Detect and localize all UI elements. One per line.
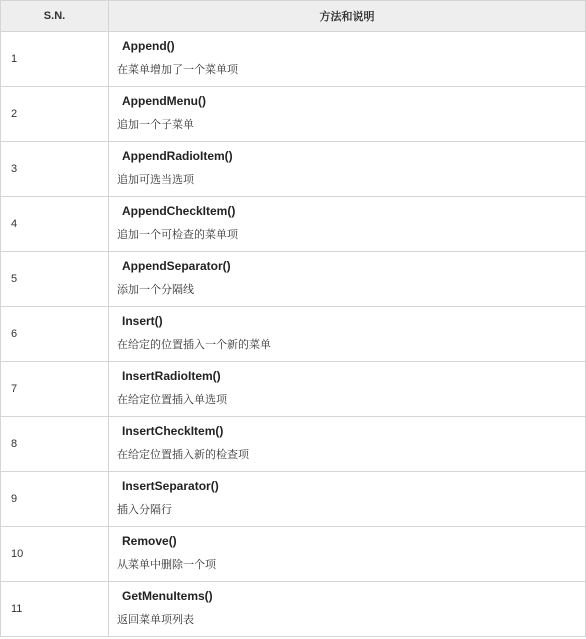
table-row: [1, 527, 586, 582]
row-number: 11: [1, 582, 109, 637]
table-row: [1, 417, 586, 472]
method-cell: [109, 252, 586, 307]
method-description: 在给定位置插入单选项: [117, 394, 227, 406]
row-number: 7: [1, 362, 109, 417]
row-number: 1: [1, 32, 109, 87]
table-row: [1, 197, 586, 252]
row-number: 9: [1, 472, 109, 527]
method-description: 追加可选当选项: [117, 174, 194, 186]
table-body: [1, 32, 586, 637]
method-description: 在菜单增加了一个菜单项: [117, 64, 238, 76]
row-number: 8: [1, 417, 109, 472]
method-description: 从菜单中删除一个项: [117, 559, 216, 571]
method-cell: [109, 307, 586, 362]
method-description: 返回菜单项列表: [117, 614, 194, 626]
table-row: [1, 32, 586, 87]
table-row: [1, 582, 586, 637]
method-name: InsertCheckItem(): [122, 424, 224, 438]
table-row: [1, 252, 586, 307]
method-name: GetMenuItems(): [122, 589, 213, 603]
method-name: AppendMenu(): [122, 94, 206, 108]
method-cell: [109, 527, 586, 582]
method-name: InsertSeparator(): [122, 479, 219, 493]
method-description: 追加一个可检查的菜单项: [117, 229, 238, 241]
row-number: 6: [1, 307, 109, 362]
row-number: 2: [1, 87, 109, 142]
method-cell: [109, 32, 586, 87]
method-name: Remove(): [122, 534, 177, 548]
method-name: InsertRadioItem(): [122, 369, 221, 383]
method-cell: [109, 197, 586, 252]
method-cell: [109, 417, 586, 472]
method-cell: [109, 582, 586, 637]
table-row: [1, 472, 586, 527]
method-description: 插入分隔行: [117, 504, 172, 516]
table-row: [1, 87, 586, 142]
row-number: 5: [1, 252, 109, 307]
header-sn: S.N.: [1, 1, 109, 32]
method-description: 在给定的位置插入一个新的菜单: [117, 339, 271, 351]
header-method-description: 方法和说明: [109, 1, 586, 32]
method-cell: [109, 87, 586, 142]
method-name: Append(): [122, 39, 175, 53]
table-row: [1, 307, 586, 362]
method-name: AppendSeparator(): [122, 259, 231, 273]
table-header: [1, 1, 586, 32]
method-description: 添加一个分隔线: [117, 284, 194, 296]
method-description: 在给定位置插入新的检查项: [117, 449, 249, 461]
table-row: [1, 362, 586, 417]
table-row: [1, 142, 586, 197]
method-cell: [109, 472, 586, 527]
row-number: 4: [1, 197, 109, 252]
header-row: [1, 1, 586, 32]
method-description: 追加一个子菜单: [117, 119, 194, 131]
method-cell: [109, 362, 586, 417]
row-number: 3: [1, 142, 109, 197]
method-name: Insert(): [122, 314, 163, 328]
method-cell: [109, 142, 586, 197]
row-number: 10: [1, 527, 109, 582]
method-name: AppendCheckItem(): [122, 204, 236, 218]
method-name: AppendRadioItem(): [122, 149, 233, 163]
